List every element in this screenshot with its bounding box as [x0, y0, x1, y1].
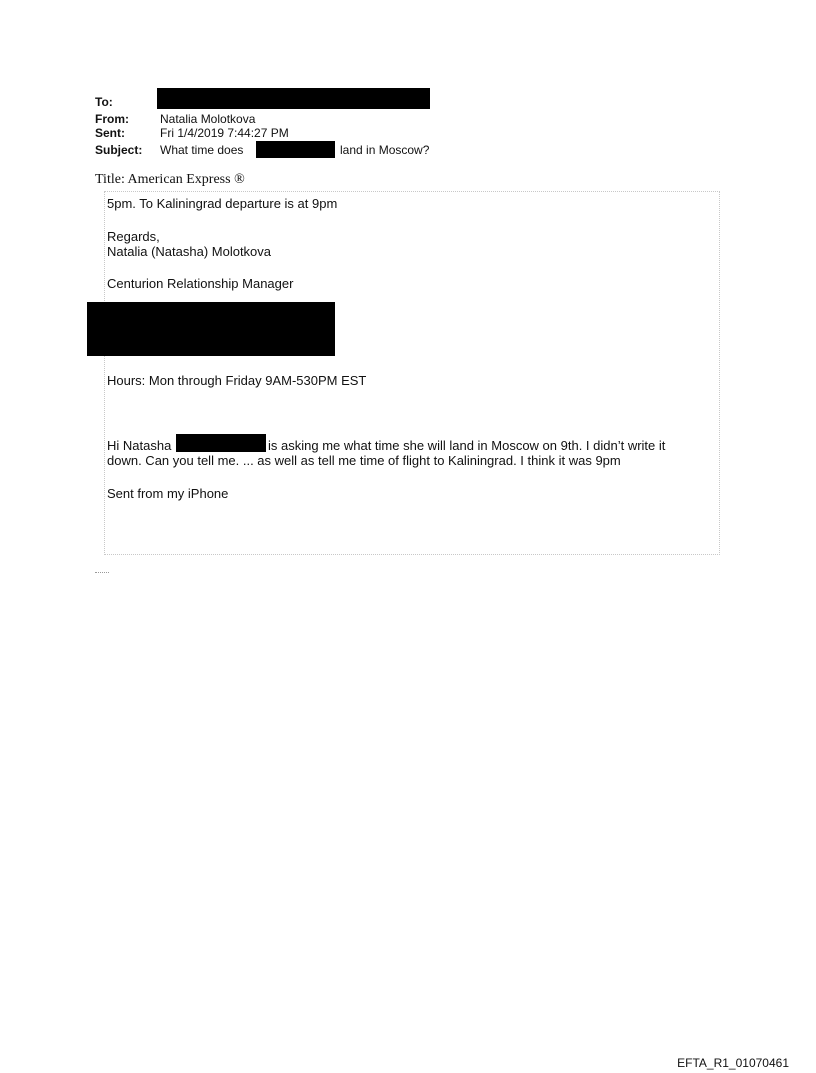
subject-label: Subject:	[95, 143, 143, 157]
body-hours: Hours: Mon through Friday 9AM-530PM EST	[107, 373, 367, 388]
page-artifact-mark	[95, 568, 109, 573]
from-label: From:	[95, 112, 129, 126]
to-redaction	[157, 88, 430, 109]
contact-block-redaction	[87, 302, 335, 356]
body-sender-role: Centurion Relationship Manager	[107, 276, 294, 291]
quoted-line-2: down. Can you tell me. ... as well as tell me time of flight to Kaliningrad. I think it was 9pm	[107, 453, 621, 468]
body-signature: Sent from my iPhone	[107, 486, 229, 501]
title-line: Title: American Express ®	[95, 172, 245, 187]
quoted-line-1b: is asking me what time she will land in Moscow on 9th. I didn’t write it	[268, 438, 666, 453]
sent-value: Fri 1/4/2019 7:44:27 PM	[160, 126, 289, 140]
quoted-name-redaction	[176, 434, 266, 452]
subject-text-after: land in Moscow?	[340, 143, 430, 157]
document-id: EFTA_R1_01070461	[677, 1056, 789, 1070]
body-line-1: 5pm. To Kaliningrad departure is at 9pm	[107, 196, 338, 211]
quoted-line-1a: Hi Natasha	[107, 438, 172, 453]
to-label: To:	[95, 95, 113, 109]
from-value: Natalia Molotkova	[160, 112, 256, 126]
subject-text-before: What time does	[160, 143, 244, 157]
sent-label: Sent:	[95, 126, 125, 140]
subject-redaction	[256, 141, 335, 158]
body-sender-name: Natalia (Natasha) Molotkova	[107, 244, 272, 259]
body-regards: Regards,	[107, 229, 160, 244]
